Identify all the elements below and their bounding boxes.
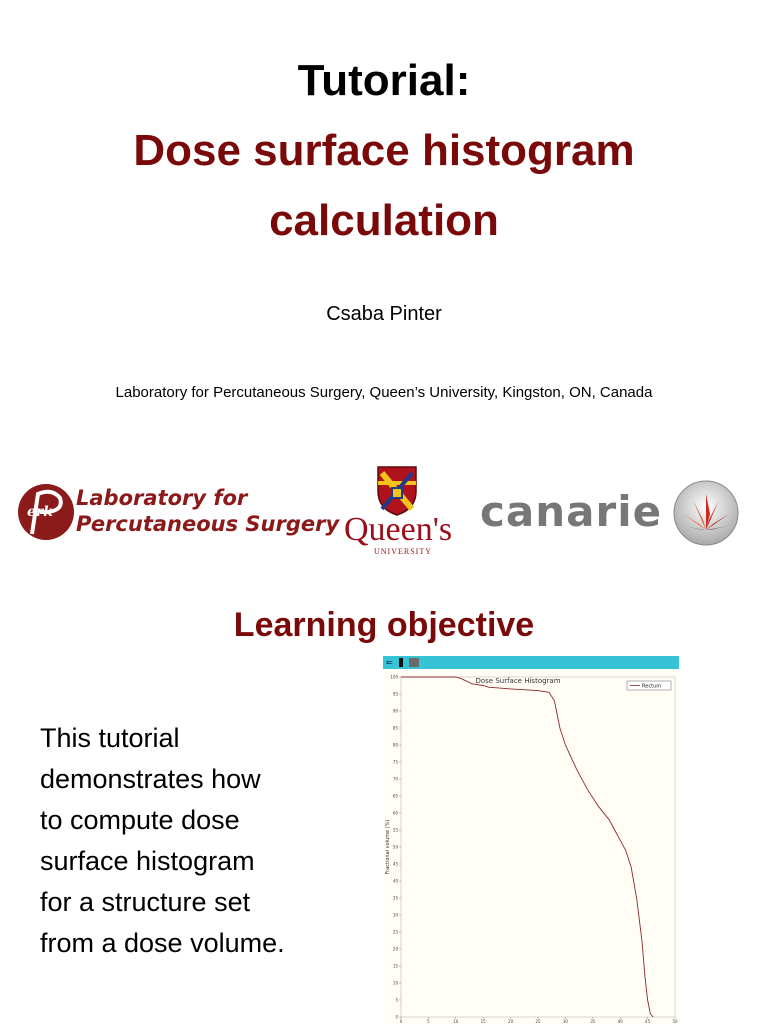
perk-line-2: Percutaneous Surgery bbox=[76, 512, 340, 536]
perk-line-1: Laboratory for bbox=[76, 486, 248, 510]
y-tick-label: 80 bbox=[392, 742, 398, 748]
x-tick-label: 45 bbox=[645, 1019, 651, 1024]
crest-icon bbox=[376, 465, 418, 517]
objective-line: for a structure set bbox=[40, 887, 251, 917]
perk-mark-text: erk bbox=[27, 504, 53, 520]
y-tick-label: 15 bbox=[392, 963, 398, 969]
author-name: Csaba Pinter bbox=[326, 303, 442, 325]
canarie-leaf-icon bbox=[673, 480, 739, 546]
title-line-2: Dose surface histogram bbox=[133, 126, 635, 175]
x-tick-label: 35 bbox=[590, 1019, 596, 1024]
x-tick-label: 15 bbox=[480, 1019, 486, 1024]
y-tick-label: 85 bbox=[392, 725, 398, 731]
perk-circle-mark bbox=[18, 484, 74, 540]
y-axis-label: Fractional volume (%) bbox=[385, 819, 391, 875]
objective-line: to compute dose bbox=[40, 805, 240, 835]
chart-screenshot bbox=[383, 656, 679, 1024]
y-tick-label: 0 bbox=[395, 1014, 398, 1020]
y-tick-label: 5 bbox=[395, 997, 398, 1003]
y-tick-label: 25 bbox=[392, 929, 398, 935]
objective-line: This tutorial bbox=[40, 723, 180, 753]
chart-title: Dose Surface Histogram bbox=[475, 677, 561, 685]
y-tick-label: 35 bbox=[392, 895, 398, 901]
x-tick-label: 40 bbox=[617, 1019, 623, 1024]
dsh-chart bbox=[383, 669, 679, 1024]
objective-text bbox=[40, 718, 370, 964]
y-tick-label: 45 bbox=[392, 861, 398, 867]
section-heading: Learning objective bbox=[233, 606, 535, 644]
y-tick-label: 95 bbox=[392, 691, 398, 697]
queens-university-logo bbox=[334, 465, 462, 557]
chart-toolbar bbox=[383, 656, 679, 669]
y-tick-label: 50 bbox=[392, 844, 398, 850]
y-tick-label: 30 bbox=[392, 912, 398, 918]
affiliation: Laboratory for Percutaneous Surgery, Queen’s University, Kingston, ON, Canada bbox=[115, 384, 653, 401]
y-tick-label: 90 bbox=[392, 708, 398, 714]
objective-line: surface histogram bbox=[40, 846, 255, 876]
title-line-3: calculation bbox=[269, 196, 499, 245]
x-tick-label: 30 bbox=[562, 1019, 568, 1024]
x-tick-label: 5 bbox=[427, 1019, 430, 1024]
queens-university-text: UNIVERSITY bbox=[374, 547, 432, 556]
y-tick-label: 60 bbox=[392, 810, 398, 816]
y-tick-label: 55 bbox=[392, 827, 398, 833]
legend-label: Rectum bbox=[642, 683, 662, 690]
cursor-icon[interactable] bbox=[399, 658, 403, 667]
queens-wordmark: Queen's bbox=[343, 511, 453, 548]
chart-background bbox=[383, 669, 679, 1024]
objective-line: from a dose volume. bbox=[40, 928, 285, 958]
x-tick-label: 25 bbox=[535, 1019, 541, 1024]
y-tick-label: 100 bbox=[390, 674, 398, 680]
x-tick-label: 50 bbox=[672, 1019, 678, 1024]
objective-line: demonstrates how bbox=[40, 764, 261, 794]
perk-lab-logo bbox=[18, 482, 340, 544]
y-tick-label: 75 bbox=[392, 759, 398, 765]
x-tick-label: 20 bbox=[508, 1019, 514, 1024]
x-tick-label: 0 bbox=[399, 1019, 403, 1024]
y-tick-label: 65 bbox=[392, 793, 398, 799]
title-line-1: Tutorial: bbox=[297, 56, 471, 105]
y-tick-label: 70 bbox=[392, 776, 398, 782]
y-tick-label: 20 bbox=[392, 946, 398, 952]
back-arrow-icon[interactable]: ⇐ bbox=[386, 658, 393, 667]
camera-icon[interactable] bbox=[409, 658, 419, 667]
y-tick-label: 10 bbox=[392, 980, 398, 986]
x-tick-label: 10 bbox=[453, 1019, 459, 1024]
perk-lab-name bbox=[76, 485, 339, 537]
y-tick-label: 40 bbox=[392, 878, 398, 884]
canarie-wordmark: canarie bbox=[480, 487, 663, 536]
